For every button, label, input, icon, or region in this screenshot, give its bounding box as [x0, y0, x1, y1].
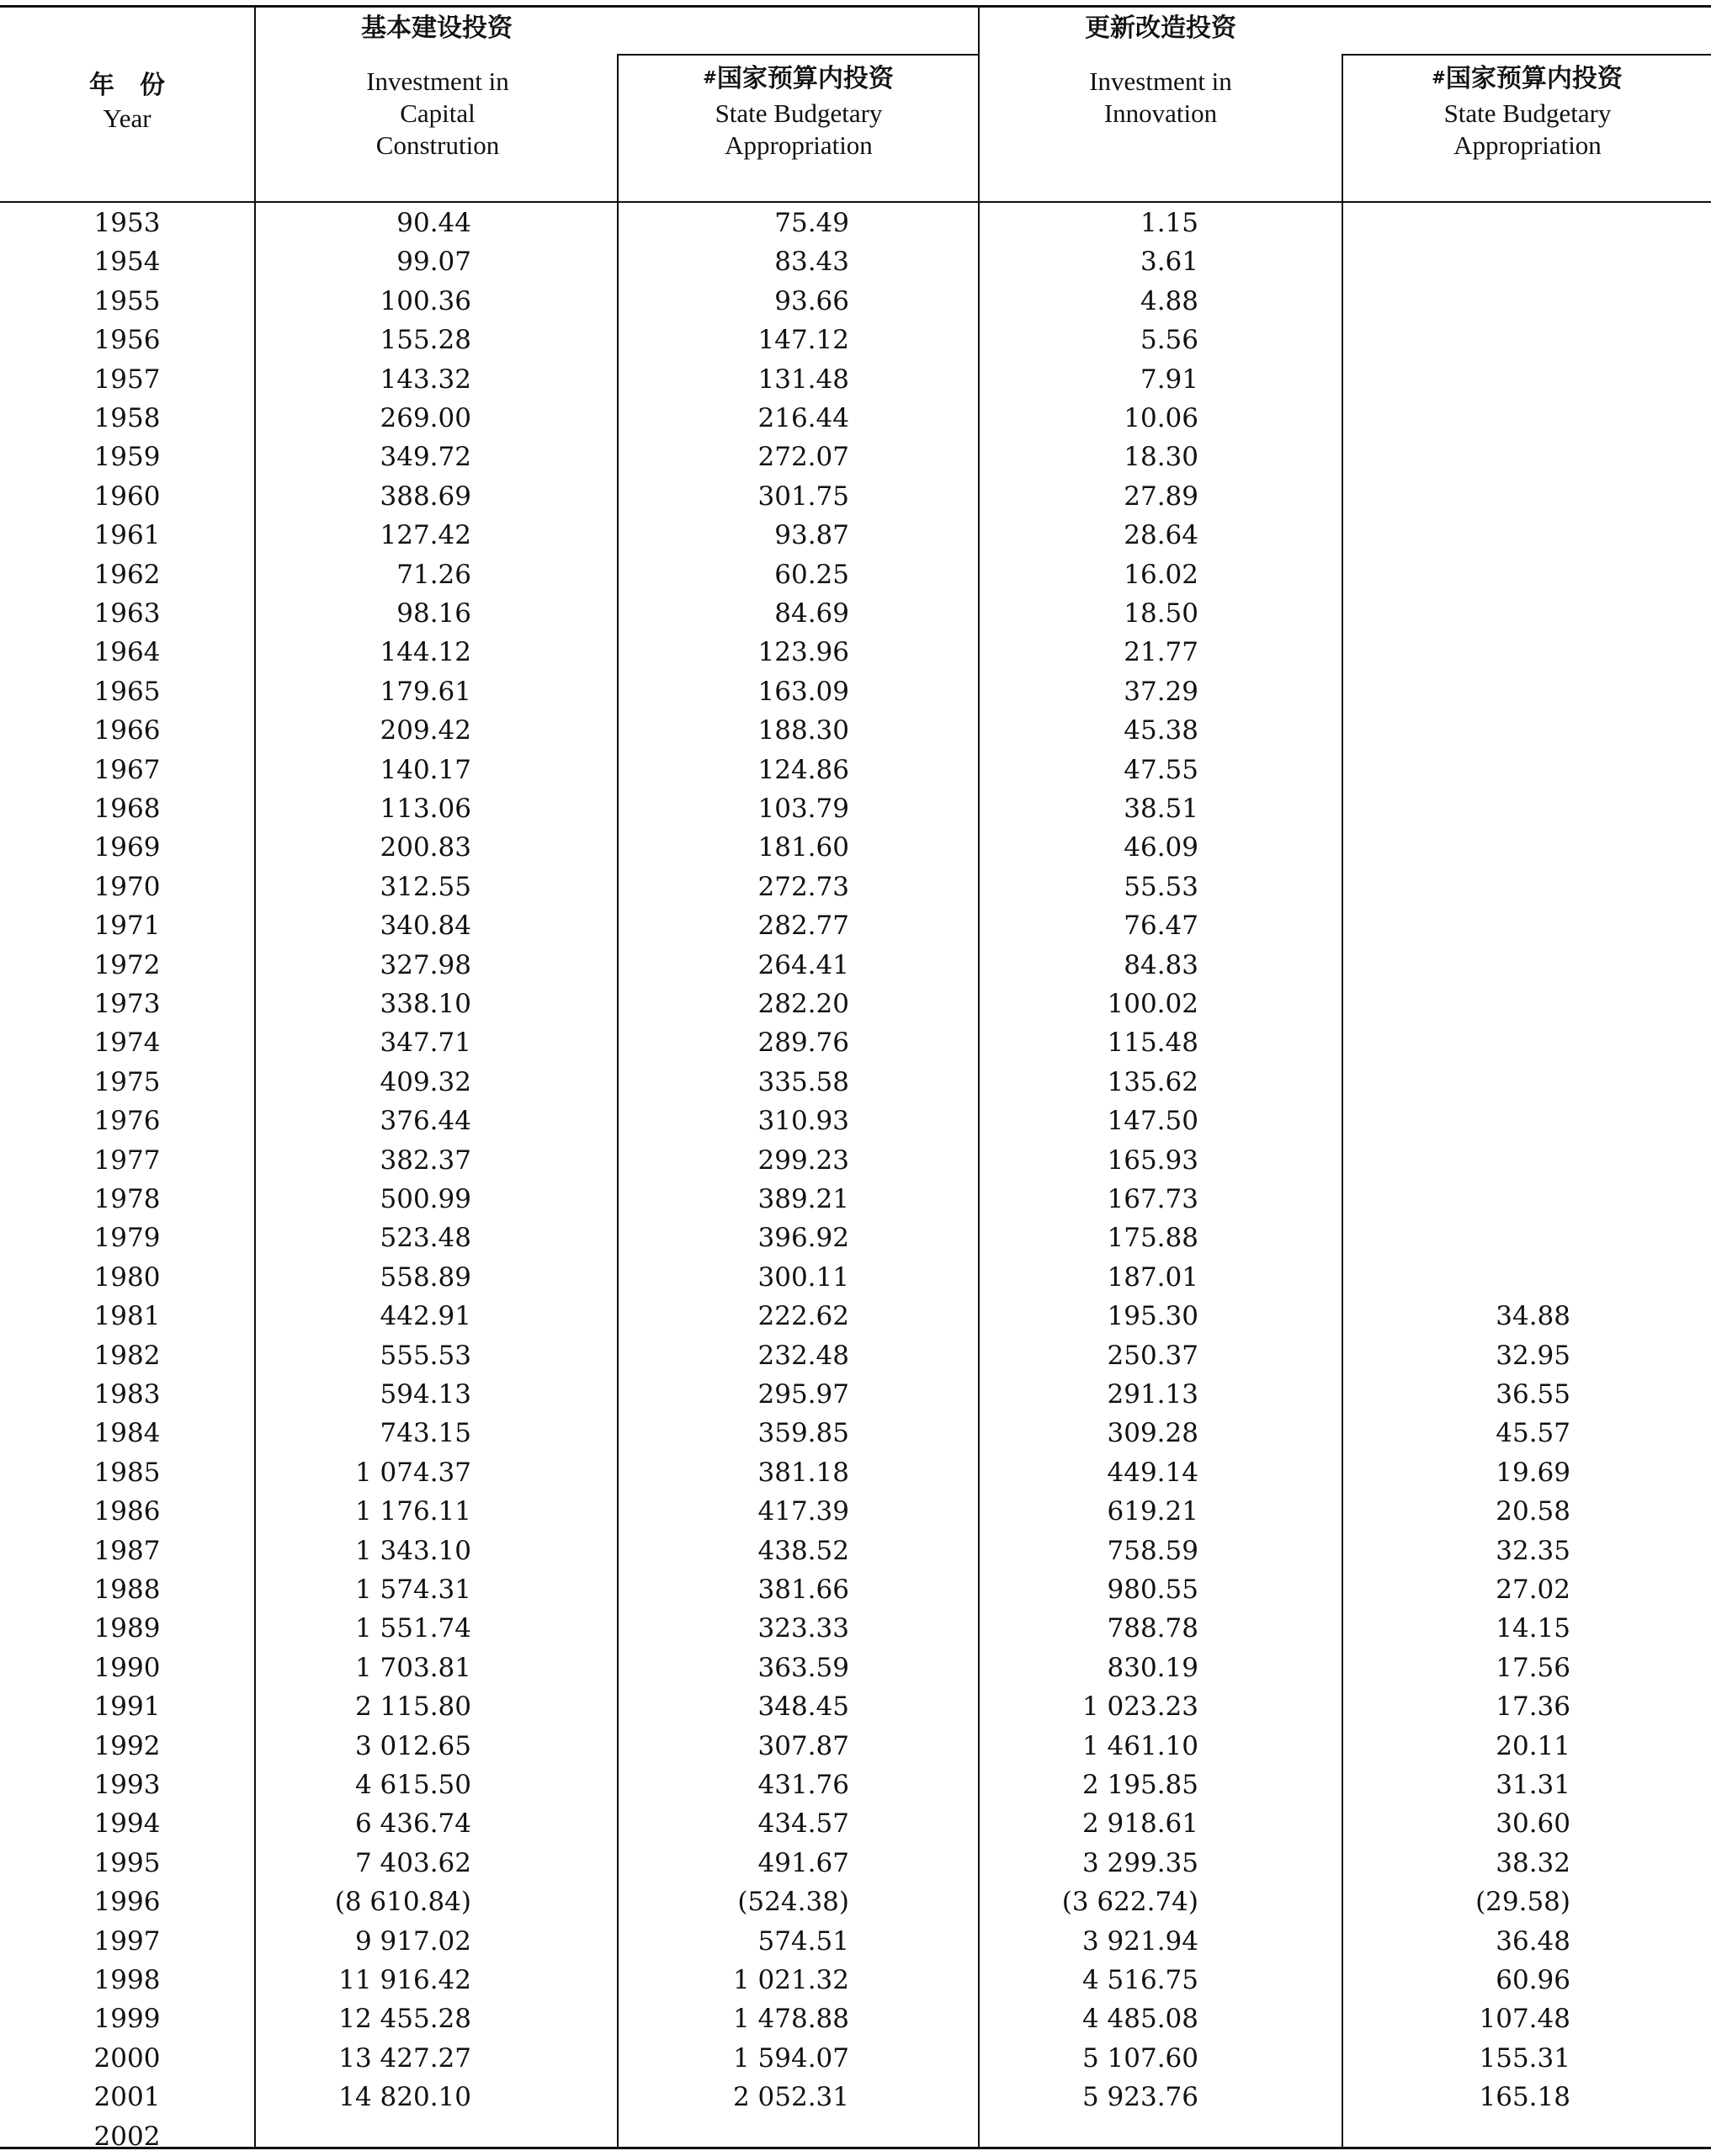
capital-state-cell: 282.77	[757, 911, 849, 942]
capital-state-cell: 93.66	[774, 285, 849, 316]
year-cell: 1993	[93, 1770, 161, 1800]
capital-state-cell: 1 478.88	[732, 2004, 849, 2035]
innovation-investment-cell: 980.55	[1107, 1575, 1198, 1605]
year-cell: 2000	[93, 2042, 161, 2074]
innovation-state-cell	[1343, 321, 1570, 359]
year-cell: 1967	[93, 754, 161, 785]
innovation-investment-cell: 84.83	[1124, 949, 1198, 980]
year-cell: 1964	[93, 637, 161, 668]
capital-investment-cell: 90.44	[396, 208, 471, 238]
innovation-state-cell: 31.31	[1496, 1770, 1570, 1800]
year-cell: 1975	[93, 1066, 161, 1097]
capital-investment-cell: 13 427.27	[338, 2042, 471, 2074]
innovation-investment-cell: 16.02	[1124, 559, 1198, 590]
capital-state-header-en: State Budgetary Appropriation	[715, 98, 883, 160]
capital-state-cell: 1 594.07	[732, 2042, 849, 2074]
capital-state-cell: 491.67	[757, 1847, 849, 1878]
year-cell: 1992	[93, 1730, 161, 1761]
capital-investment-cell: 143.32	[380, 364, 471, 395]
capital-investment-cell: 338.10	[380, 989, 471, 1019]
innovation-state-header	[1343, 62, 1711, 96]
capital-investment-cell: 6 436.74	[354, 1808, 471, 1840]
capital-state-cell: 301.75	[757, 481, 849, 512]
year-cell: 1980	[93, 1261, 161, 1293]
year-cell: 1983	[93, 1379, 161, 1410]
innovation-investment-cell: 28.64	[1124, 520, 1198, 551]
capital-state-cell: 389.21	[757, 1184, 849, 1214]
innovation-investment-cell: 47.55	[1124, 754, 1198, 785]
innovation-state-cell: 30.60	[1496, 1808, 1570, 1840]
capital-state-cell	[619, 2117, 849, 2156]
year-cell: 2001	[93, 2082, 161, 2113]
capital-investment-cell: 327.98	[380, 949, 471, 980]
year-cell: 1989	[93, 1613, 161, 1644]
innovation-state-cell: 32.35	[1496, 1535, 1570, 1566]
capital-investment-cell: 71.26	[396, 559, 471, 590]
innovation-state-cell: 38.32	[1496, 1847, 1570, 1878]
innovation-investment-cell: 5.56	[1140, 325, 1198, 356]
year-header-en: Year	[103, 104, 151, 133]
year-cell: 1996	[93, 1887, 161, 1918]
innovation-investment-cell: 165.93	[1107, 1144, 1198, 1176]
innovation-state-header-en: State Budgetary Appropriation	[1443, 98, 1612, 160]
capital-state-cell: 264.41	[757, 949, 849, 980]
capital-state-cell: 295.97	[757, 1379, 849, 1410]
capital-state-cell: 163.09	[757, 676, 849, 707]
capital-investment-cell: 179.61	[380, 676, 471, 707]
innovation-investment-header-en: Investment in Innovation	[1089, 66, 1232, 128]
capital-state-cell: 216.44	[757, 403, 849, 433]
capital-investment-cell: (8 610.84)	[334, 1887, 471, 1918]
year-cell: 1972	[93, 949, 161, 980]
innovation-investment-cell: 115.48	[1107, 1028, 1198, 1059]
year-cell: 1955	[93, 285, 161, 316]
innovation-state-header-zh: 国家预算内投资	[1445, 64, 1623, 93]
header-bottom-rule	[0, 201, 1711, 203]
capital-investment-cell: 4 615.50	[354, 1770, 471, 1800]
innovation-investment-cell: 2 195.85	[1081, 1770, 1198, 1800]
year-cell: 1956	[93, 325, 161, 356]
innovation-investment-cell: 291.13	[1107, 1379, 1198, 1410]
capital-state-cell: 289.76	[757, 1028, 849, 1059]
capital-state-mark: #	[703, 67, 717, 88]
innovation-state-cell: 60.96	[1496, 1965, 1570, 1995]
year-cell: 1987	[93, 1535, 161, 1566]
capital-state-cell: 363.59	[757, 1652, 849, 1683]
innovation-investment-cell: 3.61	[1140, 247, 1198, 278]
capital-investment-cell: 1 176.11	[354, 1496, 471, 1527]
capital-investment-cell: 1 074.37	[354, 1457, 471, 1488]
innovation-state-cell	[1343, 360, 1570, 399]
innovation-investment-cell: 5 923.76	[1081, 2082, 1198, 2113]
year-cell: 1954	[93, 247, 161, 278]
innovation-state-cell: 34.88	[1496, 1301, 1570, 1332]
capital-investment-cell: 144.12	[380, 637, 471, 668]
capital-state-cell: 272.73	[757, 871, 849, 902]
innovation-state-cell	[1343, 399, 1570, 438]
capital-state-cell: 272.07	[757, 442, 849, 473]
capital-investment-cell: 349.72	[380, 442, 471, 473]
innovation-state-cell	[1343, 751, 1570, 789]
capital-state-header-zh: 国家预算内投资	[716, 64, 894, 93]
innovation-investment-cell: 619.21	[1107, 1496, 1198, 1527]
capital-state-cell: 348.45	[757, 1691, 849, 1723]
year-cell: 1978	[93, 1184, 161, 1214]
innovation-state-cell: 20.58	[1496, 1496, 1570, 1527]
capital-state-cell: 2 052.31	[732, 2082, 849, 2113]
capital-investment-cell: 1 703.81	[354, 1652, 471, 1683]
capital-state-cell: 299.23	[757, 1144, 849, 1176]
innovation-investment-cell: 788.78	[1107, 1613, 1198, 1644]
innovation-investment-cell: 309.28	[1107, 1418, 1198, 1449]
year-cell: 1981	[93, 1301, 161, 1332]
capital-state-cell: 381.66	[757, 1575, 849, 1605]
innovation-investment-cell: 830.19	[1107, 1652, 1198, 1683]
capital-investment-cell: 594.13	[380, 1379, 471, 1410]
innovation-state-cell	[1343, 594, 1570, 633]
year-cell: 1985	[93, 1457, 161, 1488]
capital-state-cell: 574.51	[757, 1925, 849, 1957]
capital-investment-cell: 127.42	[380, 520, 471, 551]
innovation-state-cell: 14.15	[1496, 1613, 1570, 1644]
year-cell: 1990	[93, 1652, 161, 1683]
capital-state-cell: 124.86	[757, 754, 849, 785]
innovation-investment-cell: 4 485.08	[1081, 2004, 1198, 2035]
innovation-investment-cell: 18.30	[1124, 442, 1198, 473]
innovation-state-cell	[1343, 477, 1570, 516]
innovation-investment-cell: 195.30	[1107, 1301, 1198, 1332]
year-cell: 1977	[93, 1144, 161, 1176]
innovation-state-cell: 165.18	[1479, 2082, 1570, 2113]
capital-state-cell: 359.85	[757, 1418, 849, 1449]
innovation-investment-cell: 147.50	[1107, 1106, 1198, 1137]
header-sub-rule-left	[617, 54, 980, 56]
innovation-investment-cell: 55.53	[1124, 871, 1198, 902]
year-cell: 1961	[93, 520, 161, 551]
innovation-state-cell: 20.11	[1496, 1730, 1570, 1761]
table-top-rule	[0, 5, 1711, 8]
capital-state-cell: 103.79	[757, 794, 849, 824]
header-sub-rule-right	[1342, 54, 1711, 56]
innovation-investment-cell: 27.89	[1124, 481, 1198, 512]
capital-investment-cell: 155.28	[380, 325, 471, 356]
capital-state-cell: (524.38)	[737, 1887, 849, 1918]
capital-state-cell: 75.49	[774, 208, 849, 238]
capital-investment-cell: 3 012.65	[354, 1730, 471, 1761]
innovation-investment-cell: 4.88	[1140, 285, 1198, 316]
capital-state-cell: 335.58	[757, 1066, 849, 1097]
year-cell: 1984	[93, 1418, 161, 1449]
innovation-state-cell	[1343, 946, 1570, 985]
capital-state-cell: 282.20	[757, 989, 849, 1019]
year-cell: 1995	[93, 1847, 161, 1878]
innovation-state-cell	[1343, 2117, 1570, 2156]
year-cell: 1962	[93, 559, 161, 590]
year-cell: 1982	[93, 1340, 161, 1371]
year-cell: 1953	[93, 208, 161, 238]
innovation-state-cell	[1343, 828, 1570, 867]
capital-investment-cell: 340.84	[380, 911, 471, 942]
innovation-state-cell	[1343, 906, 1570, 945]
capital-state-cell: 323.33	[757, 1613, 849, 1644]
capital-state-cell: 1 021.32	[732, 1965, 849, 1995]
innovation-state-cell	[1343, 204, 1570, 242]
innovation-investment-cell: 1 023.23	[1081, 1691, 1198, 1723]
capital-investment-cell: 347.71	[380, 1028, 471, 1059]
year-cell: 1973	[93, 989, 161, 1019]
year-cell: 1976	[93, 1106, 161, 1137]
innovation-state-cell: 17.36	[1496, 1691, 1570, 1723]
capital-state-header	[619, 62, 978, 96]
innovation-investment-cell: 1 461.10	[1081, 1730, 1198, 1761]
year-cell: 1957	[93, 364, 161, 395]
innovation-investment-cell: 2 918.61	[1081, 1808, 1198, 1840]
innovation-investment-cell: 4 516.75	[1081, 1965, 1198, 1995]
year-cell: 1999	[93, 2004, 161, 2035]
innovation-investment-cell: 449.14	[1107, 1457, 1198, 1488]
capital-investment-cell: 11 916.42	[338, 1965, 471, 1995]
year-cell: 1997	[93, 1925, 161, 1957]
innovation-state-cell	[1343, 516, 1570, 555]
capital-investment-header-en: Investment in Capital Constrution	[366, 66, 509, 160]
innovation-state-cell	[1343, 242, 1570, 281]
innovation-state-mark: #	[1432, 67, 1446, 88]
capital-state-cell: 232.48	[757, 1340, 849, 1371]
innovation-investment-header-zh: 更新改造投资	[1085, 13, 1236, 43]
innovation-investment-cell: 18.50	[1124, 598, 1198, 629]
capital-investment-cell: 555.53	[380, 1340, 471, 1371]
capital-investment-cell: 12 455.28	[338, 2004, 471, 2035]
innovation-state-cell	[1343, 438, 1570, 476]
innovation-state-cell	[1343, 555, 1570, 594]
innovation-state-cell: 32.95	[1496, 1340, 1570, 1371]
innovation-investment-cell: 100.02	[1107, 989, 1198, 1019]
year-cell: 1968	[93, 794, 161, 824]
capital-state-cell: 147.12	[757, 325, 849, 356]
innovation-state-cell: 155.31	[1479, 2042, 1570, 2074]
capital-investment-cell: 388.69	[380, 481, 471, 512]
innovation-investment-cell: 1.15	[1140, 208, 1198, 238]
innovation-state-cell: (29.58)	[1475, 1887, 1570, 1918]
innovation-state-cell	[1343, 1141, 1570, 1180]
capital-investment-cell: 113.06	[380, 794, 471, 824]
capital-investment-cell: 98.16	[396, 598, 471, 629]
innovation-investment-cell: 5 107.60	[1081, 2042, 1198, 2074]
innovation-state-cell: 17.56	[1496, 1652, 1570, 1683]
year-header-zh: 年 份	[89, 71, 165, 100]
year-cell: 1991	[93, 1691, 161, 1723]
year-cell: 1974	[93, 1028, 161, 1059]
capital-state-cell: 222.62	[757, 1301, 849, 1332]
year-cell: 1963	[93, 598, 161, 629]
innovation-state-cell	[1343, 1063, 1570, 1102]
capital-investment-cell: 140.17	[380, 754, 471, 785]
capital-investment-cell: 209.42	[380, 715, 471, 746]
innovation-investment-cell: 3 921.94	[1081, 1925, 1198, 1957]
innovation-state-cell	[1343, 868, 1570, 906]
innovation-state-cell	[1343, 1258, 1570, 1297]
year-cell: 1986	[93, 1496, 161, 1527]
capital-investment-cell: 2 115.80	[354, 1691, 471, 1723]
innovation-investment-cell: 175.88	[1107, 1223, 1198, 1254]
capital-state-cell: 431.76	[757, 1770, 849, 1800]
innovation-investment-cell: 250.37	[1107, 1340, 1198, 1371]
capital-state-cell: 123.96	[757, 637, 849, 668]
innovation-state-cell	[1343, 711, 1570, 750]
year-cell: 1998	[93, 1965, 161, 1995]
year-cell: 1966	[93, 715, 161, 746]
capital-state-cell: 181.60	[757, 832, 849, 863]
capital-investment-cell	[256, 2117, 471, 2156]
innovation-state-cell: 19.69	[1496, 1457, 1570, 1488]
year-cell: 2002	[93, 2121, 161, 2152]
capital-investment-cell: 9 917.02	[354, 1925, 471, 1957]
innovation-investment-cell: (3 622.74)	[1061, 1887, 1198, 1918]
capital-state-cell: 434.57	[757, 1808, 849, 1840]
capital-investment-cell: 7 403.62	[354, 1847, 471, 1878]
capital-state-cell: 84.69	[774, 598, 849, 629]
innovation-state-cell	[1343, 282, 1570, 321]
innovation-investment-cell: 187.01	[1107, 1261, 1198, 1293]
capital-state-cell: 307.87	[757, 1730, 849, 1761]
capital-investment-cell: 1 574.31	[354, 1575, 471, 1605]
innovation-state-cell	[1343, 789, 1570, 828]
year-cell: 1959	[93, 442, 161, 473]
innovation-investment-cell	[980, 2117, 1198, 2156]
innovation-investment-cell: 167.73	[1107, 1184, 1198, 1214]
innovation-investment-cell: 3 299.35	[1081, 1847, 1198, 1878]
innovation-investment-cell: 38.51	[1124, 794, 1198, 824]
capital-investment-cell: 500.99	[380, 1184, 471, 1214]
capital-investment-cell: 523.48	[380, 1223, 471, 1254]
innovation-investment-cell: 46.09	[1124, 832, 1198, 863]
capital-investment-cell: 409.32	[380, 1066, 471, 1097]
capital-investment-cell: 558.89	[380, 1261, 471, 1293]
capital-investment-cell: 442.91	[380, 1301, 471, 1332]
innovation-state-cell: 45.57	[1496, 1418, 1570, 1449]
year-cell: 1965	[93, 676, 161, 707]
innovation-investment-cell: 21.77	[1124, 637, 1198, 668]
capital-state-cell: 417.39	[757, 1496, 849, 1527]
innovation-state-cell: 36.55	[1496, 1379, 1570, 1410]
capital-investment-cell: 1 343.10	[354, 1535, 471, 1566]
innovation-state-cell	[1343, 1180, 1570, 1219]
capital-investment-cell: 743.15	[380, 1418, 471, 1449]
capital-investment-header-zh: 基本建设投资	[361, 13, 513, 43]
capital-state-cell: 310.93	[757, 1106, 849, 1137]
capital-state-cell: 93.87	[774, 520, 849, 551]
innovation-state-cell	[1343, 1102, 1570, 1140]
year-cell: 1960	[93, 481, 161, 512]
capital-state-cell: 438.52	[757, 1535, 849, 1566]
capital-investment-cell: 100.36	[380, 285, 471, 316]
innovation-investment-cell: 37.29	[1124, 676, 1198, 707]
year-cell: 1979	[93, 1223, 161, 1254]
capital-state-cell: 83.43	[774, 247, 849, 278]
capital-investment-cell: 200.83	[380, 832, 471, 863]
innovation-state-cell	[1343, 985, 1570, 1023]
capital-investment-cell: 269.00	[380, 403, 471, 433]
capital-state-cell: 300.11	[757, 1261, 849, 1293]
innovation-investment-cell: 135.62	[1107, 1066, 1198, 1097]
capital-state-cell: 131.48	[757, 364, 849, 395]
capital-investment-cell: 99.07	[396, 247, 471, 278]
innovation-state-cell	[1343, 633, 1570, 672]
year-cell: 1971	[93, 911, 161, 942]
innovation-state-cell: 107.48	[1479, 2004, 1570, 2035]
innovation-investment-cell: 7.91	[1140, 364, 1198, 395]
innovation-state-cell: 27.02	[1496, 1575, 1570, 1605]
innovation-investment-cell: 45.38	[1124, 715, 1198, 746]
innovation-investment-cell: 10.06	[1124, 403, 1198, 433]
year-cell: 1994	[93, 1808, 161, 1840]
innovation-state-cell	[1343, 672, 1570, 711]
innovation-state-cell: 36.48	[1496, 1925, 1570, 1957]
capital-investment-cell: 382.37	[380, 1144, 471, 1176]
capital-state-cell: 396.92	[757, 1223, 849, 1254]
year-cell: 1970	[93, 871, 161, 902]
year-cell: 1958	[93, 403, 161, 433]
year-cell: 1988	[93, 1575, 161, 1605]
year-cell: 1969	[93, 832, 161, 863]
innovation-state-cell	[1343, 1219, 1570, 1257]
year-header	[0, 69, 254, 135]
capital-investment-cell: 1 551.74	[354, 1613, 471, 1644]
capital-state-cell: 188.30	[757, 715, 849, 746]
innovation-state-cell	[1343, 1023, 1570, 1062]
capital-investment-cell: 376.44	[380, 1106, 471, 1137]
capital-investment-cell: 312.55	[380, 871, 471, 902]
innovation-investment-cell: 758.59	[1107, 1535, 1198, 1566]
capital-investment-cell: 14 820.10	[338, 2082, 471, 2113]
capital-state-cell: 381.18	[757, 1457, 849, 1488]
capital-state-cell: 60.25	[774, 559, 849, 590]
innovation-investment-cell: 76.47	[1124, 911, 1198, 942]
